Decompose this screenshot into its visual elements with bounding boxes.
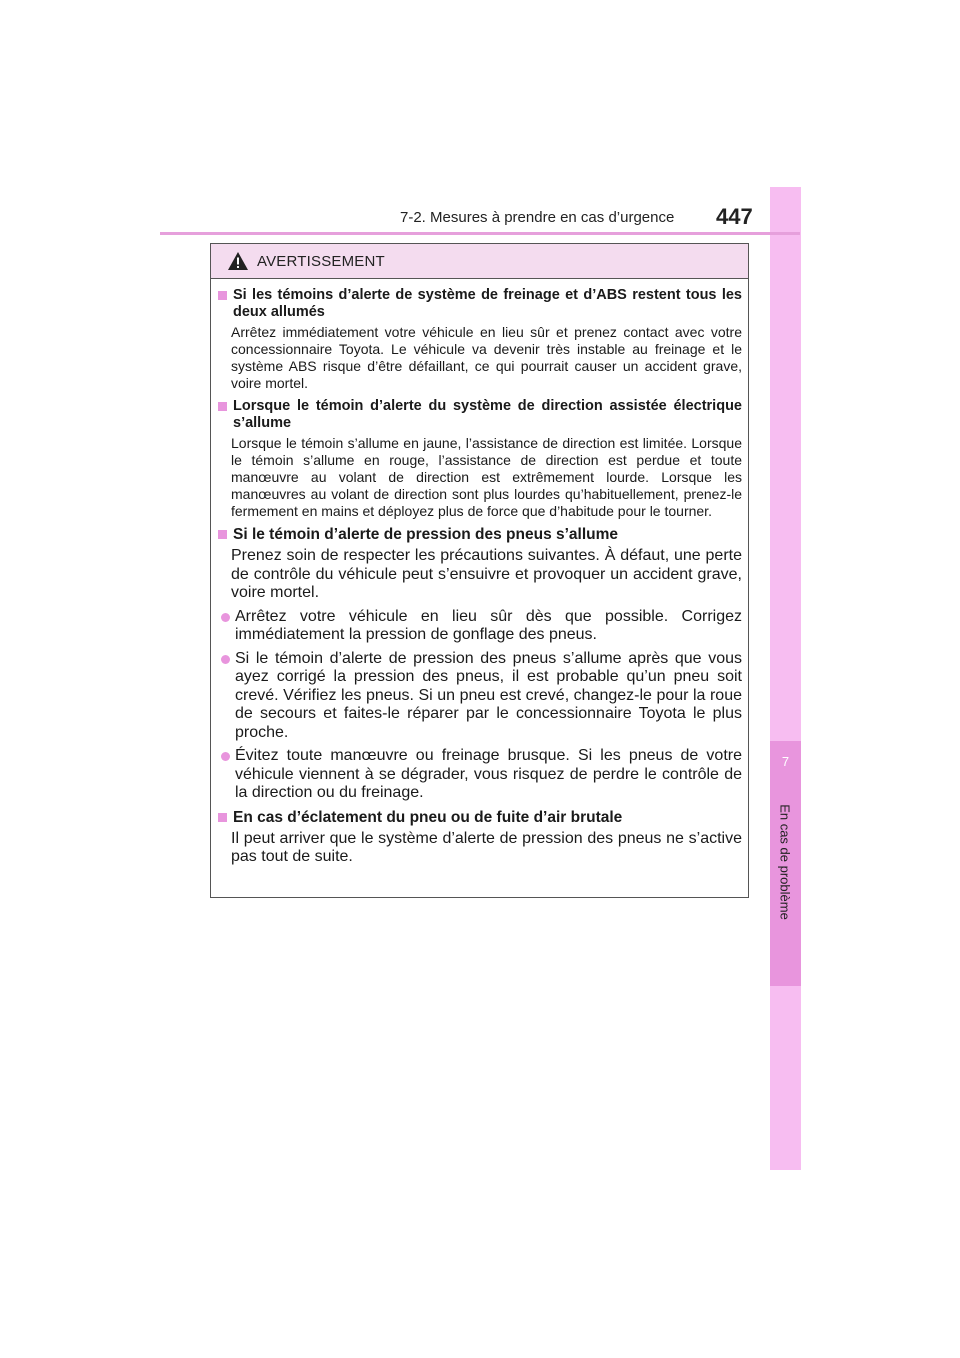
item-title: En cas d’éclatement du pneu ou de fuite d’air brutale bbox=[233, 808, 623, 826]
bullet-text: Si le témoin d’alerte de pression des pneus s’allume après que vous ayez corrigé la pression des pneus, il est probable qu’un pneu soit crevé. Vérifiez les pneus. Si un pneu est crevé, changez-le pour la roue de secours et faites-le réparer par le concessionnaire Toyota le plus proche. bbox=[235, 649, 742, 741]
bullet-text: Arrêtez votre véhicule en lieu sûr dès que possible. Corrigez immédiatement la pression de gonflage des pneus. bbox=[235, 607, 742, 643]
list-item bbox=[221, 747, 742, 803]
square-bullet-icon bbox=[218, 813, 227, 822]
item-text: Lorsque le témoin s’allume en jaune, l’assistance de direction est limitée. Lorsque le témoin s’allume en rouge, l’assistance de direction est perdue et toute manœuvre au volant de direction est extrêmement lourde. Lorsque les manœuvres au volant de direction sont plus lourdes qu’habituellement, prenez-le fermement en mains et déployez plus de force que d’habitude pour le tourner. bbox=[231, 435, 742, 519]
warning-item-brake-abs bbox=[218, 287, 742, 392]
square-bullet-icon bbox=[218, 291, 227, 300]
round-bullet-icon bbox=[221, 655, 230, 664]
warning-box bbox=[210, 243, 749, 898]
item-title: Lorsque le témoin d’alerte du système de direction assistée électrique s’allume bbox=[233, 398, 742, 431]
round-bullet-icon bbox=[221, 613, 230, 622]
square-bullet-icon bbox=[218, 530, 227, 539]
item-text: Arrêtez immédiatement votre véhicule en lieu sûr et prenez contact avec votre concessionnaire Toyota. Le véhicule va devenir très instable au freinage et le système ABS risque d’être défaillant, ce qui pourrait causer un accident grave, voire mortel. bbox=[231, 324, 742, 391]
warning-title: AVERTISSEMENT bbox=[257, 252, 385, 270]
warning-triangle-icon bbox=[227, 251, 249, 271]
item-title: Si le témoin d’alerte de pression des pneus s’allume bbox=[233, 526, 619, 543]
warning-item-tire-burst bbox=[218, 809, 742, 867]
chapter-label: En cas de problème bbox=[777, 804, 793, 920]
section-title: 7-2. Mesures à prendre en cas d’urgence bbox=[400, 209, 675, 226]
page-number: 447 bbox=[716, 204, 753, 229]
square-bullet-icon bbox=[218, 402, 227, 411]
chapter-side-tab bbox=[770, 187, 801, 1170]
chapter-number: 7 bbox=[781, 754, 790, 769]
bullet-text: Évitez toute manœuvre ou freinage brusque. Si les pneus de votre véhicule viennent à se dégrader, vous risquez de perdre le contrôle de la direction ou du freinage. bbox=[235, 747, 742, 801]
item-text: Il peut arriver que le système d’alerte de pression des pneus ne s’active pas tout de suite. bbox=[231, 829, 742, 865]
item-title: Si les témoins d’alerte de système de freinage et d’ABS restent tous les deux allumés bbox=[233, 287, 742, 320]
round-bullet-icon bbox=[221, 752, 230, 761]
warning-item-power-steering bbox=[218, 398, 742, 520]
warning-header bbox=[211, 244, 748, 279]
warning-body bbox=[211, 279, 748, 867]
header-rule bbox=[160, 232, 800, 235]
list-item bbox=[221, 650, 742, 743]
warning-item-tire-pressure bbox=[218, 526, 742, 803]
item-text: Prenez soin de respecter les précautions suivantes. À défaut, une perte de contrôle du véhicule peut s’ensuivre et provoquer un accident grave, voire mortel. bbox=[231, 547, 742, 601]
list-item bbox=[221, 608, 742, 645]
